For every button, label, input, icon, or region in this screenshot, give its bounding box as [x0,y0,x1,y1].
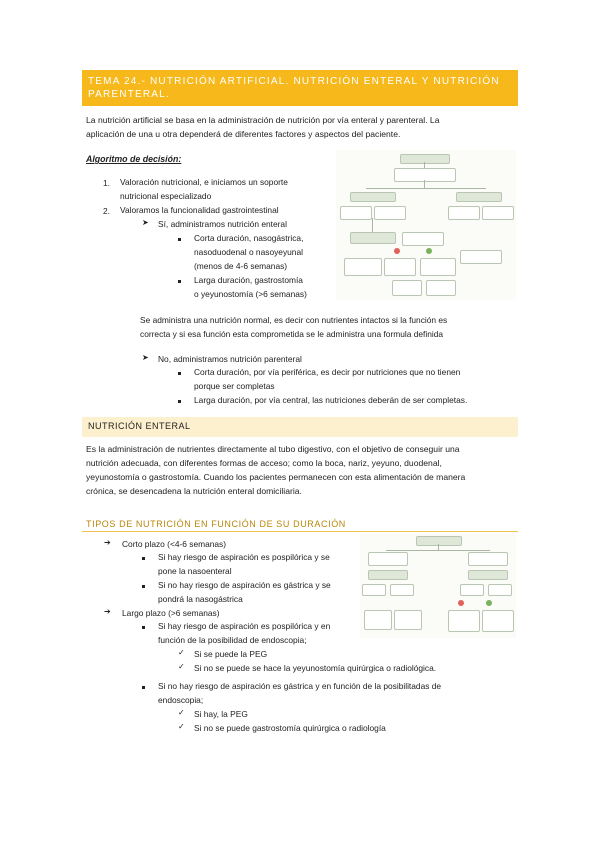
list-item-text: Si hay riesgo de aspiración es pospilórica y en [158,621,331,631]
diagram-box [456,192,502,202]
diagram-box [400,154,450,164]
diagram-box [468,552,508,566]
diagram-box [426,280,456,296]
list-item-text: Valoración nutricional, e iniciamos un soporte [120,177,288,187]
square-bullet-icon [178,372,181,375]
diagram-box [384,258,416,276]
diagram-dot [458,600,464,606]
list-item-text: función de la posibilidad de endoscopia; [158,635,307,645]
list-item-text: (menos de 4-6 semanas) [194,261,288,271]
diagram-box [420,258,456,276]
enteral-paragraph [86,442,516,498]
square-bullet-icon [142,626,145,629]
enteral-line: Es la administración de nutrientes directamente al tubo digestivo, con el objetivo de conseguir una [86,444,460,454]
diagram-box [392,280,422,296]
square-bullet-icon [142,585,145,588]
banner-title-line1: TEMA 24.- NUTRICIÓN ARTIFICIAL. NUTRICIÓN ENTERAL Y NUTRICIÓN [88,76,500,87]
diagram-box [488,584,512,596]
decision-algorithm-diagram [336,150,516,300]
diagram-box [468,570,508,580]
square-bullet-icon [142,686,145,689]
paragraph-line: Se administra una nutrición normal, es decir con nutrientes intactos si la función es [140,315,448,325]
check-icon: ✓ [178,722,185,731]
banner-title-line2: PARENTERAL. [88,89,170,100]
enteral-line: yeyunostomía o gastrostomía. Cuando los pacientes permanecen con esta alimentación de manera [86,472,466,482]
list-item-text: nasoduodenal o nasoyeyunal [194,247,303,257]
list-item-text: Si no se puede gastrostomía quirúrgica o radiología [194,723,386,733]
list-item-text: Si hay, la PEG [194,709,248,719]
list-item-text: pondrá la nasogástrica [158,594,243,604]
list-item-text: Si no hay riesgo de aspiración es gástrica y se [158,580,331,590]
diagram-dot [426,248,432,254]
list-item-text: Larga duración, por vía central, las nutriciones deberán de ser completas. [194,395,468,405]
enteral-duration-diagram [360,534,516,638]
list-item-text: Si no se puede se hace la yeyunostomía quirúrgica o radiológica. [194,663,437,673]
square-bullet-icon [178,400,181,403]
diagram-box [364,610,392,630]
list-item-text: Largo plazo (>6 semanas) [122,608,220,618]
list-item-text: Corta duración, por vía periférica, es decir por nutriciones que no tienen [194,367,461,377]
list-item-text: porque ser completas [194,381,275,391]
diagram-box [350,232,396,244]
diagram-box [390,584,414,596]
diagram-box [368,552,408,566]
diagram-box [402,232,444,246]
enteral-line: crónica, se desencadena la nutrición enteral domiciliaria. [86,486,302,496]
diagram-box [460,584,484,596]
triangle-bullet-icon: ➤ [142,353,149,362]
list-item-text: Sí, administramos nutrición enteral [158,219,287,229]
arrow-bullet-icon: ➔ [104,607,111,616]
paragraph-line: correcta y si esa función esta comprometida se le administra una formula definida [140,329,444,339]
intro-paragraph [86,113,516,141]
diagram-box [340,206,372,220]
diagram-box [416,536,462,546]
intro-line: aplicación de una u otra dependerá de diferentes factores y aspectos del paciente. [86,129,401,139]
square-bullet-icon [178,238,181,241]
triangle-bullet-icon: ➤ [142,218,149,227]
list-item-text: Valoramos la funcionalidad gastrointestinal [120,205,279,215]
arrow-bullet-icon: ➔ [104,538,111,547]
diagram-box [448,206,480,220]
list-item-text: nutricional especializado [120,191,212,201]
diagram-box [448,610,480,632]
intro-line: La nutrición artificial se basa en la administración de nutrición por vía enteral y parenteral. La [86,115,440,125]
diagram-box [350,192,396,202]
list-item-text: Corta duración, nasogástrica, [194,233,304,243]
check-icon: ✓ [178,708,185,717]
diagram-box [482,206,514,220]
enteral-line: nutrición adecuada, con diferentes formas de acceso; como la boca, nariz, yeyuno, duodenal, [86,458,442,468]
section-title-tipos: TIPOS DE NUTRICIÓN EN FUNCIÓN DE SU DURACIÓN [86,519,346,529]
diagram-box [460,250,502,264]
diagram-box [394,610,422,630]
list-item-text: endoscopia; [158,695,204,705]
diagram-box [394,168,456,182]
list-item-text: Corto plazo (<4-6 semanas) [122,539,227,549]
diagram-box [368,570,408,580]
diagram-box [362,584,386,596]
list-number: 2. [103,206,110,216]
diagram-box [482,610,514,632]
diagram-box [344,258,382,276]
list-item-text: Larga duración, gastrostomía [194,275,303,285]
list-item-text: Si no hay riesgo de aspiración es gástrica y en función de la posibilitadas de [158,681,442,691]
section-divider [82,531,518,532]
square-bullet-icon [142,557,145,560]
check-icon: ✓ [178,648,185,657]
section-header-enteral: NUTRICIÓN ENTERAL [82,417,518,437]
diagram-dot [394,248,400,254]
list-item-text: pone la nasoenteral [158,566,232,576]
diagram-dot [486,600,492,606]
check-icon: ✓ [178,662,185,671]
list-number: 1. [103,178,110,188]
list-item-text: No, administramos nutrición parenteral [158,354,302,364]
topic-banner [82,70,518,106]
algorithm-heading: Algoritmo de decisión: [86,154,182,164]
list-item-text: o yeyunostomía (>6 semanas) [194,289,307,299]
list-item-text: Si hay riesgo de aspiración es pospilórica y se [158,552,330,562]
square-bullet-icon [178,280,181,283]
diagram-box [374,206,406,220]
list-item-text: Si se puede la PEG [194,649,268,659]
